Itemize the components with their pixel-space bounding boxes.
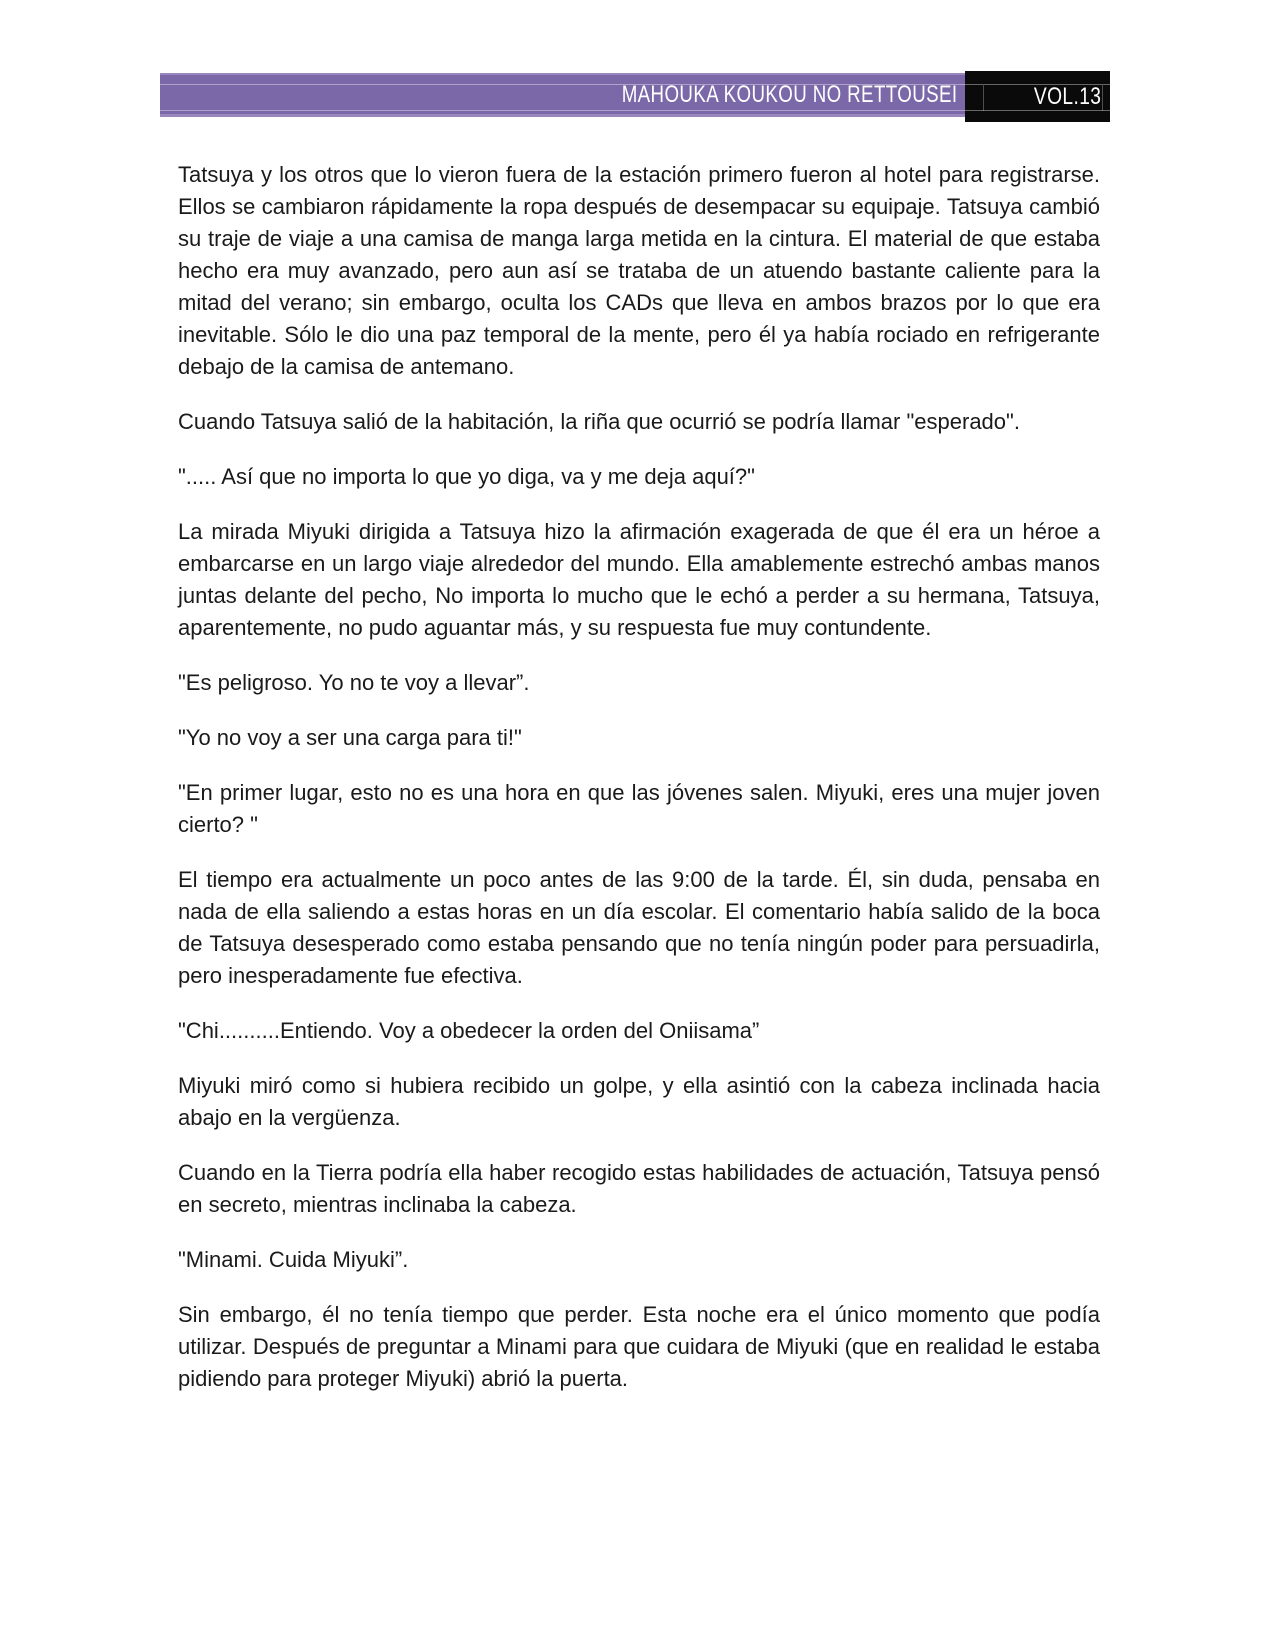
paragraph-8: El tiempo era actualmente un poco antes de las 9:00 de la tarde. Él, sin duda, pensaba en nada de ella saliendo a estas horas en un día escolar. El comentario había salido de la boca de Tatsuya desesperado como estaba pensando que no tenía ningún poder para persuadirla, pero inesperadamente fue efectiva. [178, 867, 1100, 988]
paragraph-1: Tatsuya y los otros que lo vieron fuera de la estación primero fueron al hotel para registrarse. Ellos se cambiaron rápidamente la ropa después de desempacar su equipaje. Tatsuya cambió su traje de viaje a una camisa de manga larga metida en la cintura. El material de que estaba hecho era muy avanzado, pero aun así se trataba de un atuendo bastante caliente para la mitad del verano; sin embargo, oculta los CADs que lleva en ambos brazos por lo que era inevitable. Sólo le dio una paz temporal de la mente, pero él ya había rociado en refrigerante debajo de la camisa de antemano. [178, 162, 1100, 379]
page-body [178, 159, 1100, 1395]
paragraph-10: Miyuki miró como si hubiera recibido un golpe, y ella asintió con la cabeza inclinada hacia abajo en la vergüenza. [178, 1073, 1100, 1130]
paragraph-5: "Es peligroso. Yo no te voy a llevar”. [178, 670, 530, 695]
page-header [160, 73, 1110, 117]
paragraph-3: "..... Así que no importa lo que yo diga, va y me deja aquí?" [178, 464, 755, 489]
paragraph-2: Cuando Tatsuya salió de la habitación, la riña que ocurrió se podría llamar "esperado". [178, 409, 1020, 434]
paragraph-13: Sin embargo, él no tenía tiempo que perder. Esta noche era el único momento que podía utilizar. Después de preguntar a Minami para que cuidara de Miyuki (que en realidad le estaba pidiendo para proteger Miyuki) abrió la puerta. [178, 1302, 1100, 1391]
paragraph-12: "Minami. Cuida Miyuki”. [178, 1247, 409, 1272]
paragraph-6: "Yo no voy a ser una carga para ti!" [178, 725, 522, 750]
header-bar [160, 73, 965, 117]
header-title: MAHOUKA KOUKOU NO RETTOUSEI [621, 80, 957, 108]
paragraph-7: "En primer lugar, esto no es una hora en que las jóvenes salen. Miyuki, eres una mujer joven cierto? " [178, 780, 1100, 837]
paragraph-4: La mirada Miyuki dirigida a Tatsuya hizo la afirmación exagerada de que él era un héroe a embarcarse en un largo viaje alrededor del mundo. Ella amablemente estrechó ambas manos juntas delante del pecho, No importa lo mucho que le echó a perder a su hermana, Tatsuya, aparentemente, no pudo aguantar más, y su respuesta fue muy contundente. [178, 519, 1100, 640]
volume-label: VOL.13 [1033, 82, 1101, 110]
volume-badge [965, 71, 1110, 122]
paragraph-11: Cuando en la Tierra podría ella haber recogido estas habilidades de actuación, Tatsuya pensó en secreto, mientras inclinaba la cabeza. [178, 1160, 1100, 1217]
paragraph-9: "Chi..........Entiendo. Voy a obedecer la orden del Oniisama” [178, 1018, 760, 1043]
